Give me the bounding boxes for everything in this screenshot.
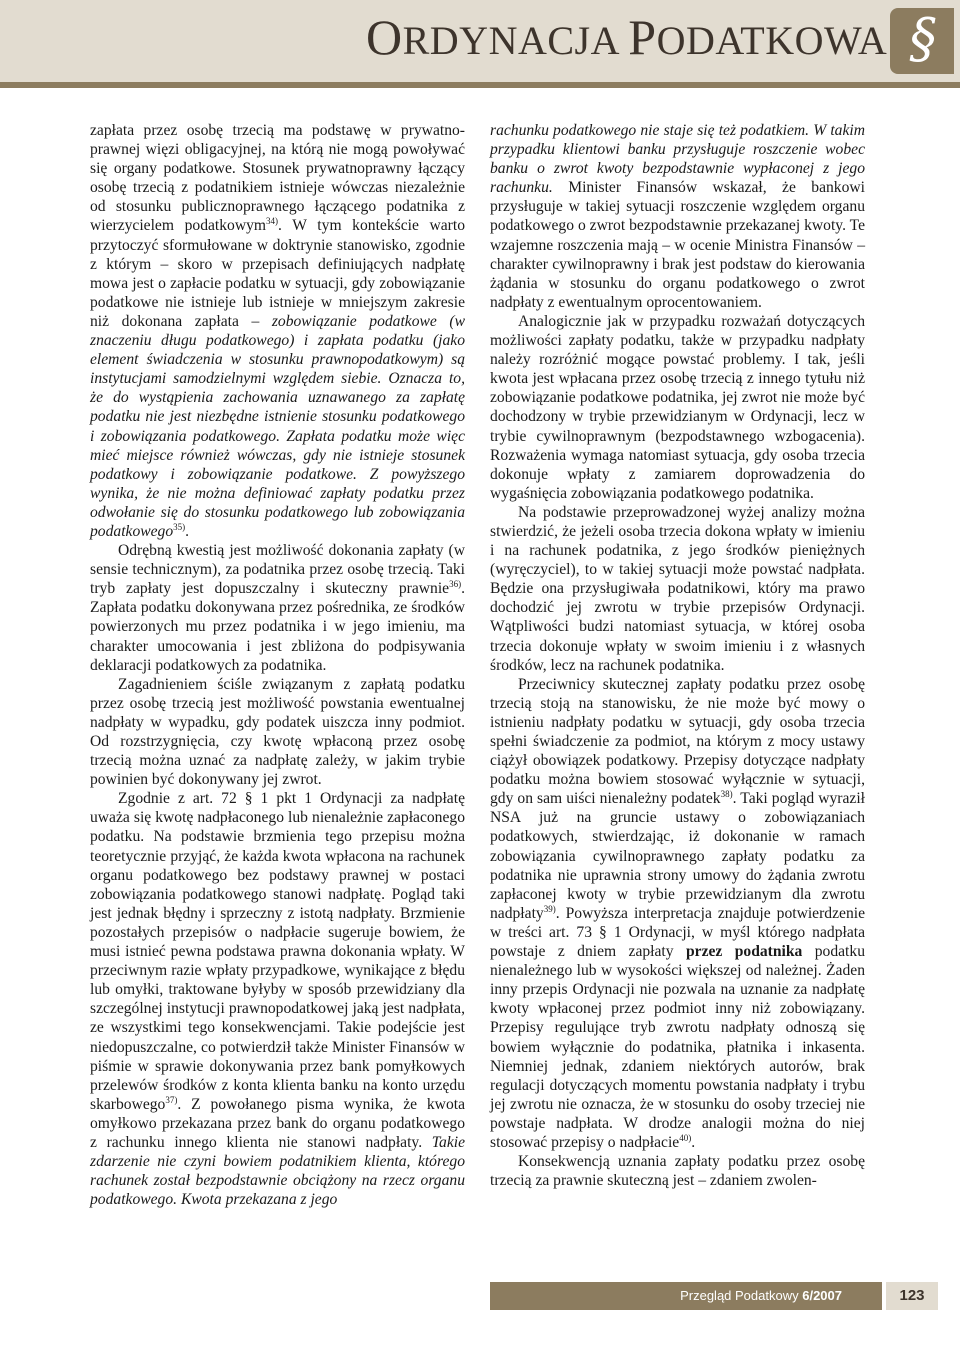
paragraph: Odrębną kwestią jest możliwość dokonania zapłaty (w sensie technicznym), za podatnika przez osobę trzecią. Taki tryb zapłaty jest dopuszczalny i skuteczny prawnie$^{36)}$. Zapłata podatku dokonywana przez pośrednika, ze środków powierzonych mu przez podatnika i w jego imieniu, ma charakter umocowania i jest zbliżona do podpisywania deklaracji podatkowych za podatnika. — [90, 542, 465, 674]
paragraph: zapłata przez osobę trzecią ma podstawę w prywatnoprawnej więzi obligacyjnej, na którą nie mogą powoływać się organy podatkowe. Stosunek prywatnoprawny łączący osobę trzecią z podatnikiem istnieje wówczas niezależnie od stosunku publicznoprawnego łączącego podatnika z wierzycielem podatkowym$^{34)}$. W tym kontekście warto przytoczyć sformułowane w doktrynie stanowisko, zgodnie z którym – skoro w przepisach definiujących nadpłatę mowa jest o zapłacie podatku w sytuacji, gdy zobowiązanie podatkowe nie istnieje lub istnieje w mniejszym zakresie niż dokonana zapłata – zobowiązanie podatkowe (w znaczeniu długu podatkowego) i zapłata podatku (jako element świadczenia w stosunku prawnopodatkowym) są instytucjami samodzielnymi względem siebie. Oznacza to, że do wystąpienia zachowania uznawanego za zapłatę podatku nie jest niezbędne istnienie stosunku podatkowego i zobowiązania podatkowego. Zapłata podatku może więc mieć miejsce również wówczas, gdy nie istnieje stosunek podatkowy i zobowiązanie podatkowe. Z powyższego wynika, że nie można definiować zapłaty podatku przez odwołanie się do stosunku podatkowego lub zobowiązania podatkowego$^{35)}$. — [90, 122, 465, 540]
title-part-1: RDYNACJA — [402, 18, 629, 63]
footnote-ref: 35) — [173, 521, 186, 532]
paragraph: Konsekwencją uznania zapłaty podatku przez osobę trzecią za prawnie skuteczną jest – zdaniem zwolen- — [490, 1153, 865, 1190]
paragraph: rachunku podatkowego nie staje się też podatkiem. W takim przypadku klientowi banku przysługuje roszczenie wobec banku o zwrot kwoty bezpodstawnie wypłaconej z jego rachunku. Minister Finansów wskazał, że bankowi przysługuje w takiej sytuacji roszczenie względem organu podatkowego o zwrot bezpodstawnie przekazanej kwoty. Te wzajemne roszczenia mają – w ocenie Ministra Finansów – charakter cywilnoprawny i brak jest podstaw do kierowania żądania w stosunku do organu podatkowego o zwrot nadpłaty z ewentualnym oprocentowaniem. — [490, 122, 865, 311]
footnote-ref: 38) — [720, 789, 733, 800]
journal-name — [490, 1282, 842, 1310]
paragraph: Na podstawie przeprowadzonej wyżej analizy można stwierdzić, że jeżeli osoba trzecia dokona wpłaty w imieniu i na rachunek podatnika, z jego środków pieniężnych (wyręczyciel), to w takiej sytuacji może powstać nadpłata. Będzie ona przysługiwała podatnikowi, który ma prawo dochodzić jej zwrotu w trybie przepisów Ordynacji. Wątpliwości budzi natomiast sytuacja, w której osoba trzecia dokonuje wpłaty w swoim imieniu i z własnych środków, lecz na rachunek podatnika. — [490, 503, 865, 674]
footnote-ref: 34) — [266, 216, 279, 227]
footnote-ref: 40) — [679, 1132, 692, 1143]
journal-issue: 6/2007 — [802, 1288, 842, 1303]
left-column — [90, 121, 465, 1209]
section-title — [366, 6, 888, 68]
paragraph: Zgodnie z art. 72 § 1 pkt 1 Ordynacji za nadpłatę uważa się kwotę nadpłaconego lub nienależnie zapłaconego podatku. Na podstawie brzmienia tego przepisu można teoretycznie przyjąć, że każda kwota wpłacona na rachunek organu podatkowego bez podstawy prawnej w postaci zobowiązania podatkowego stanowi nadpłatę. Pogląd taki jest jednak błędny i sprzeczny z istotą nadpłaty. Brzmienie pozostałych przepisów o nadpłacie sugeruje bowiem, że musi istnieć pewna podstawa prawna dokonania wpłaty. W przeciwnym razie wpłaty przypadkowe, wynikające z błędu lub omyłki, traktowane byłyby w sposób przewidziany dla szczególnej instytucji prawnopodatkowej jaką jest nadpłata, ze wszystkimi tego konsekwencjami. Takie podejście jest niedopuszczalne, co potwierdził także Minister Finansów w piśmie w sprawie dokonywania przez bank pomyłkowych przelewów środków z konta klienta banku na konto urzędu skarbowego$^{37)}$. Z powołanego pisma wynika, że kwota omyłkowo przekazana przez bank do organu podatkowego z rachunku innego klienta nie stanowi nadpłaty. Takie zdarzenie nie czyni bowiem podatnikiem klienta, którego rachunek został bezpodstawnie obciążony na rzecz organu podatkowego. Kwota przekazana z jego — [90, 790, 465, 1209]
title-letter-o: O — [366, 9, 403, 65]
footnote-ref: 36) — [449, 579, 462, 590]
journal-title: Przegląd Podatkowy — [680, 1288, 799, 1303]
page-number: 123 — [899, 1287, 925, 1304]
title-letter-p: P — [628, 9, 657, 65]
paragraph-sign-icon: § — [909, 7, 937, 70]
paragraph: Zagadnieniem ściśle związanym z zapłatą podatku przez osobę trzecią jest możliwość powstania ewentualnej nadpłaty w wypadku, gdy podatek uiszcza inny podmiot. Od rozstrzygnięcia, czy kwotę wpłaconą przez osobę trzecią można uznać za nadpłatę zależy, w jakim trybie powinien być dokonywany jej zwrot. — [90, 675, 465, 789]
title-part-2: ODATKOWA — [656, 18, 888, 63]
footnote-ref: 39) — [543, 903, 556, 914]
footnote-ref: 37) — [165, 1094, 178, 1105]
right-column — [490, 121, 865, 1190]
paragraph: Przeciwnicy skutecznej zapłaty podatku przez osobę trzecią stoją na stanowisku, że nie może być mowy o istnieniu nadpłaty podatku w sytuacji, gdy osoba trzecia spełni świadczenie za podmiot, na którym z mocy ustawy ciążył obowiązek podatkowy. Przepisy dotyczące nadpłaty podatku można bowiem stosować wyłącznie w sytuacji, gdy on sam uiści nienależny podatek$^{38)}$. Taki pogląd wyraził NSA już na gruncie ustawy o zobowiązaniach podatkowych, stwierdzając, iż dokonanie w ramach zobowiązania cywilnoprawnego zapłaty podatku za podatnika nie uprawnia strony umowy do żądania zwrotu zapłaconej kwoty w trybie przewidzianym dla zwrotu nadpłaty$^{39)}$. Powyższa interpretacja znajduje potwierdzenie w treści art. 73 § 1 Ordynacji, w myśl którego nadpłata powstaje z dniem zapłaty przez podatnika podatku nienależnego lub w wysokości większej od należnej. Żaden inny przepis Ordynacji nie pozwala na uznanie za nadpłatę kwoty wpłaconej przez podmiot inny niż zobowiązany. Przepisy regulujące tryb zwrotu nadpłaty odnoszą się bowiem wyłącznie do podatnika, płatnika i inkasenta. Niemniej jednak, zdaniem niektórych autorów, brak regulacji dotyczących momentu powstania nadpłaty i trybu jej zwrotu nie oznacza, że w stosunku do osoby trzeciej nie powstaje nadpłata. W drodze analogii można do niej stosować przepisy o nadpłacie$^{40)}$. — [490, 675, 866, 1151]
paragraph: Analogicznie jak w przypadku rozważań dotyczących możliwości zapłaty podatku, także w przypadku nadpłaty należy rozróżnić mogące powstać problemy. I tak, jeśli kwota jest wpłacana przez osobę trzecią z innego tytułu niż zobowiązanie podatkowe podatnika, jej zwrot nie może być dochodzony w trybie przewidzianym w Ordynacji, lecz w trybie cywilnoprawnym (bezpodstawnego wzbogacenia). Rozważenia wymaga natomiast sytuacja, gdy osoba trzecia dokonuje wpłaty z zamiarem doprowadzenia do wygaśnięcia zobowiązania podatkowego podatnika. — [490, 312, 865, 502]
header-rule — [0, 82, 960, 88]
